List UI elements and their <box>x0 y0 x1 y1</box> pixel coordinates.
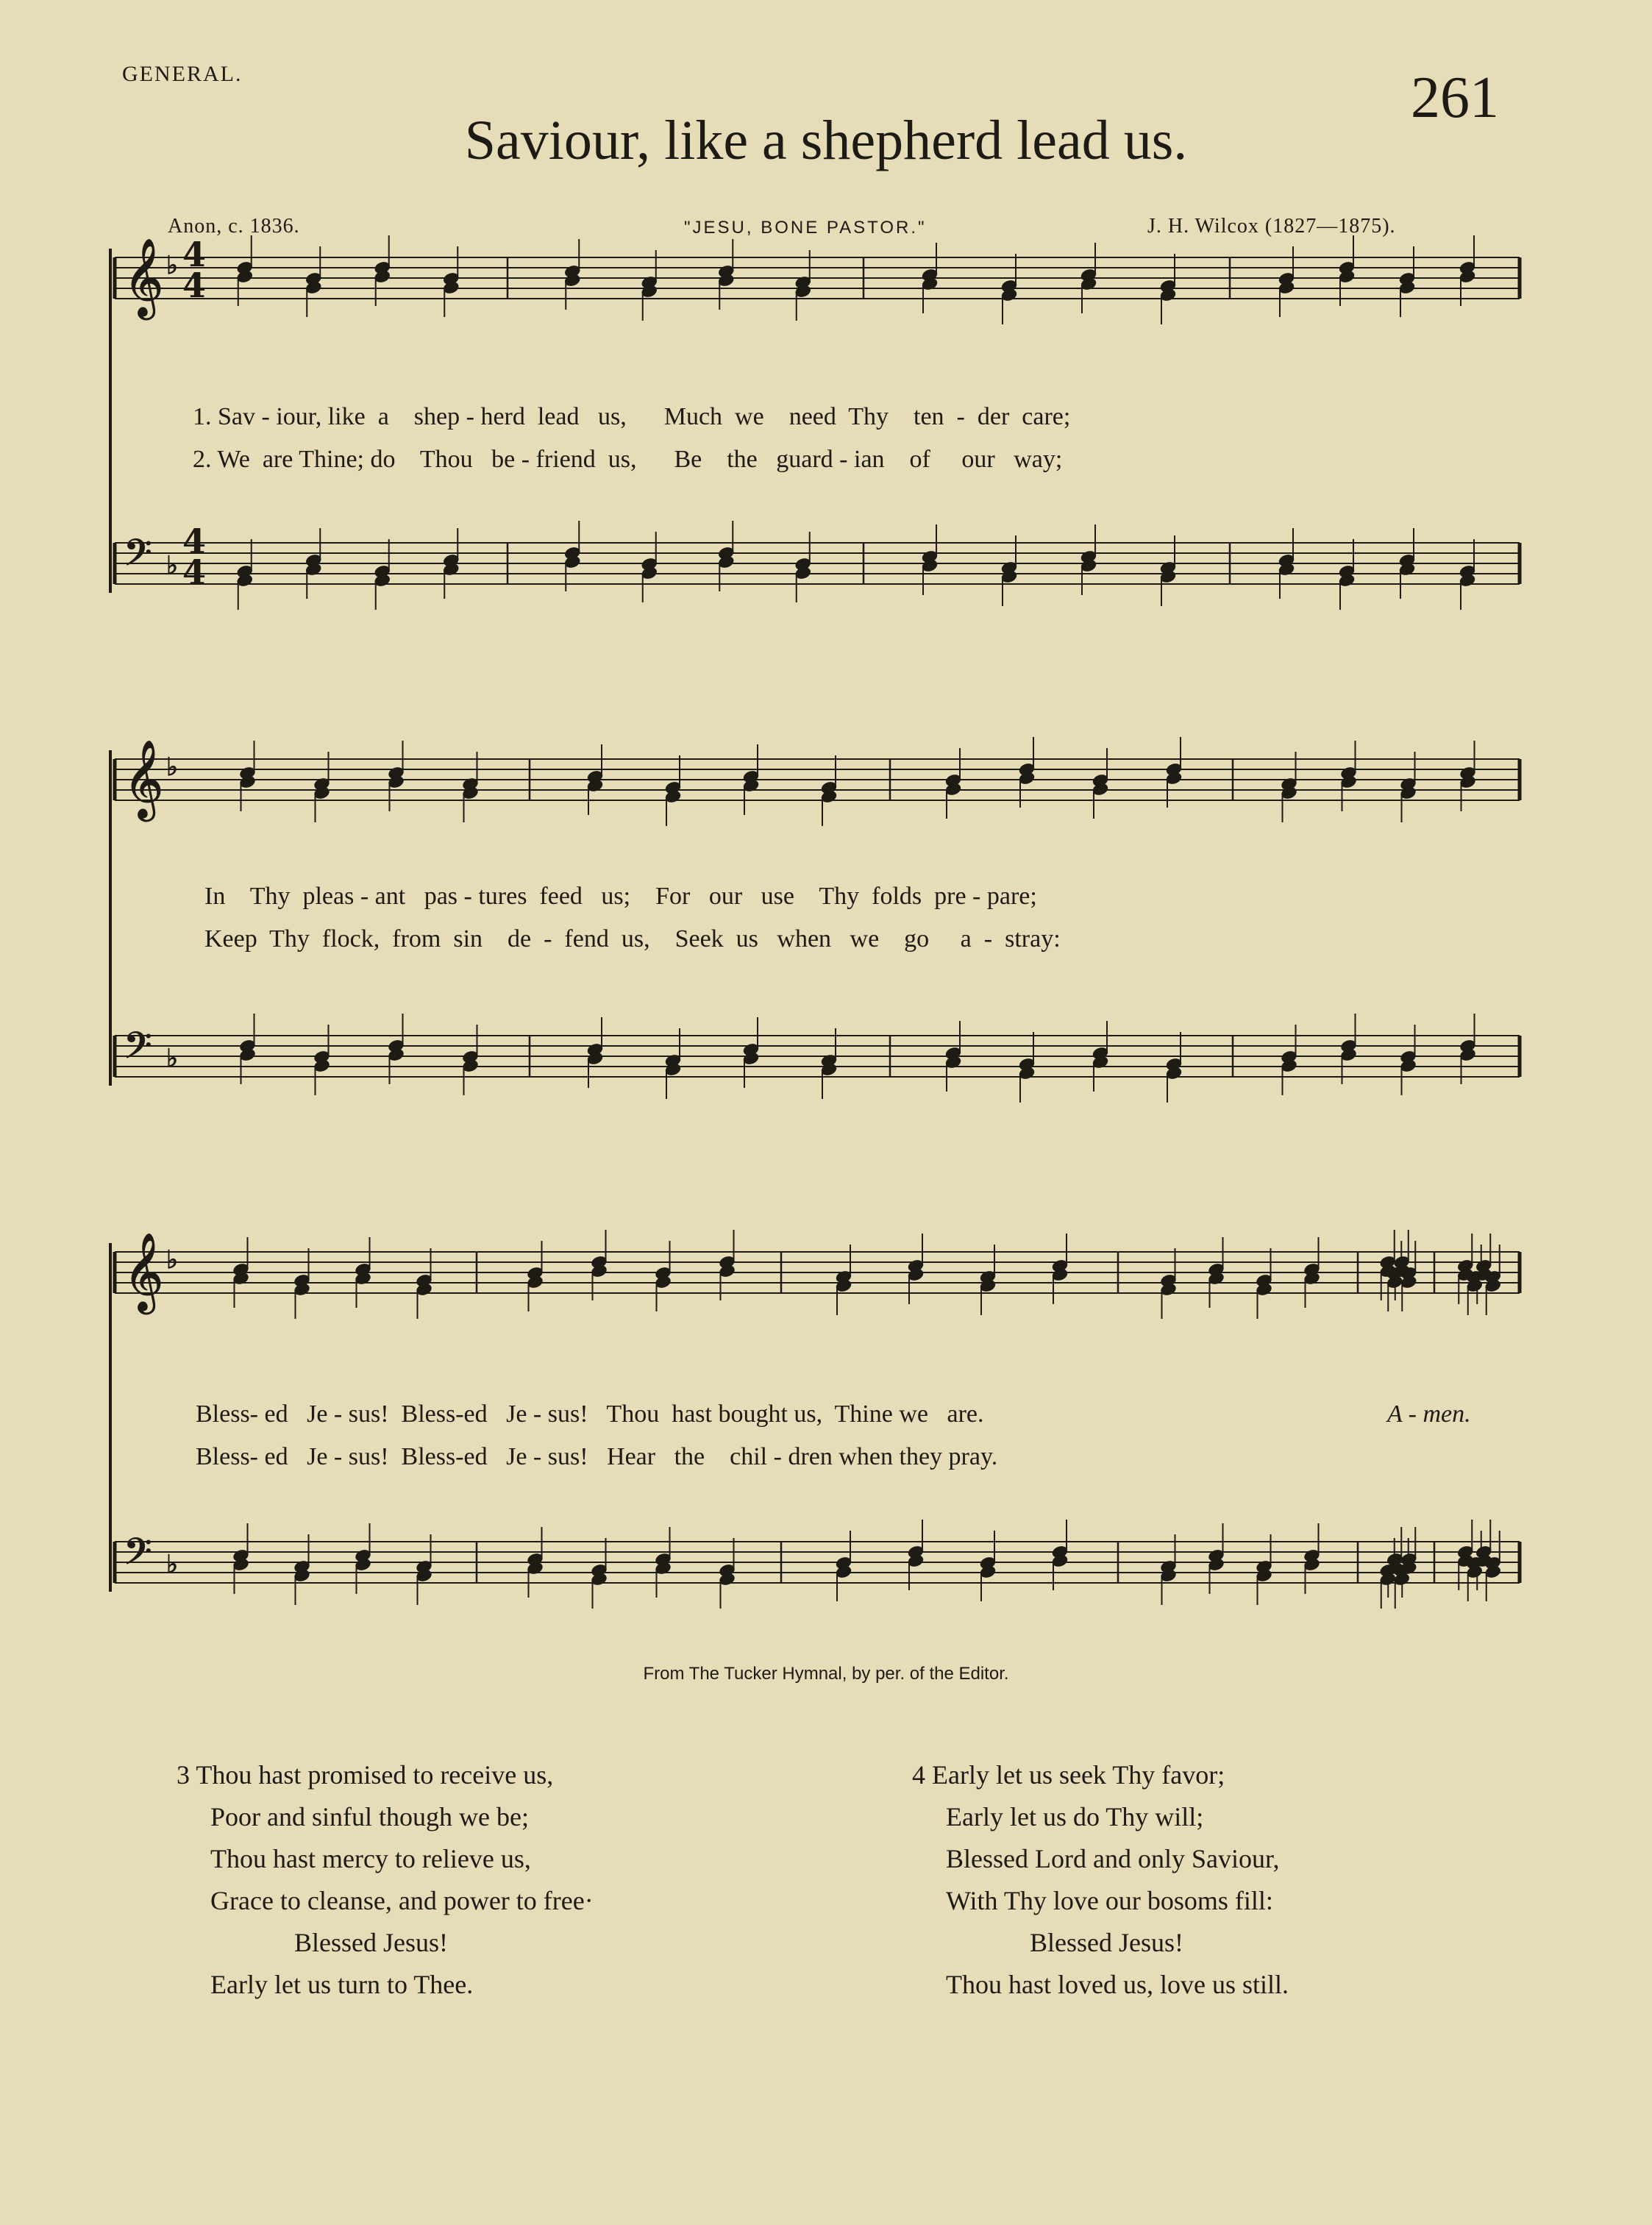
bass-clef-icon: 𝄢 <box>124 1025 152 1076</box>
lyrics-system2-verse1: In Thy pleas - ant pas - tures feed us; For our use Thy folds pre - pare; <box>204 883 1037 910</box>
bass-time-sig-bottom: 4 <box>182 552 207 592</box>
verse-3 <box>177 1754 594 2006</box>
verse-line: 3 Thou hast promised to receive us, <box>177 1760 554 1790</box>
lyrics-system3-verse1: Bless- ed Je - sus! Bless-ed Je - sus! Thou hast bought us, Thine we are. <box>196 1400 984 1428</box>
verse-line: Grace to cleanse, and power to free· <box>210 1886 594 1915</box>
flat-sign-icon: ♭ <box>166 752 179 782</box>
bass-clef-icon: 𝄢 <box>124 532 152 583</box>
verse-number: 3 <box>177 1760 190 1790</box>
bass-clef-icon: 𝄢 <box>124 1531 152 1582</box>
flat-sign-icon: ♭ <box>166 251 179 280</box>
hymn-title: Saviour, like a shepherd lead us. <box>464 110 1188 171</box>
treble-time-sig-top: 4 <box>182 235 207 274</box>
verse-line: Thou hast mercy to relieve us, <box>210 1844 531 1873</box>
lyrics-system3-verse2: Bless- ed Je - sus! Bless-ed Je - sus! Hear the chil - dren when they pray. <box>196 1443 998 1470</box>
verse-line: Early let us do Thy will; <box>946 1802 1204 1831</box>
verse-line: Poor and sinful though we be; <box>210 1802 529 1831</box>
verse-number: 4 <box>912 1760 925 1790</box>
flat-sign-icon: ♭ <box>166 551 179 580</box>
bass-time-sig-top: 4 <box>182 521 207 561</box>
tune-name: "JESU, BONE PASTOR." <box>684 218 927 238</box>
lyrics-system1-verse1: 1. Sav - iour, like a shep - herd lead us, Much we need Thy ten - der care; <box>193 403 1071 430</box>
author-credit: Anon, c. 1836. <box>168 215 300 238</box>
section-label: GENERAL. <box>122 62 243 86</box>
treble-clef-icon: 𝄞 <box>124 238 164 316</box>
lyrics-system1-verse2: 2. We are Thine; do Thou be - friend us, Be the guard - ian of our way; <box>193 446 1063 473</box>
verse-line: Thou hast loved us, love us still. <box>946 1970 1289 1999</box>
composer-credit: J. H. Wilcox (1827—1875). <box>1147 215 1396 238</box>
amen-lyric: A - men. <box>1387 1400 1471 1428</box>
treble-time-sig-bottom: 4 <box>182 266 207 305</box>
hymn-number: 261 <box>1411 65 1499 130</box>
lyrics-system2-verse2: Keep Thy flock, from sin de - fend us, Seek us when we go a - stray: <box>204 925 1061 953</box>
verse-4 <box>912 1754 1289 2006</box>
flat-sign-icon: ♭ <box>166 1044 179 1073</box>
verse-line: Blessed Jesus! <box>294 1928 448 1957</box>
flat-sign-icon: ♭ <box>166 1550 179 1579</box>
verse-line: With Thy love our bosoms fill: <box>946 1886 1273 1915</box>
verse-line: Blessed Lord and only Saviour, <box>946 1844 1280 1873</box>
verse-line: 4 Early let us seek Thy favor; <box>912 1760 1225 1790</box>
treble-clef-icon: 𝄞 <box>124 1232 164 1311</box>
verse-line: Early let us turn to Thee. <box>210 1970 474 1999</box>
treble-clef-icon: 𝄞 <box>124 739 164 818</box>
flat-sign-icon: ♭ <box>166 1245 179 1275</box>
source-credit: From The Tucker Hymnal, by per. of the Editor. <box>643 1664 1009 1684</box>
verse-line: Blessed Jesus! <box>1030 1928 1183 1957</box>
